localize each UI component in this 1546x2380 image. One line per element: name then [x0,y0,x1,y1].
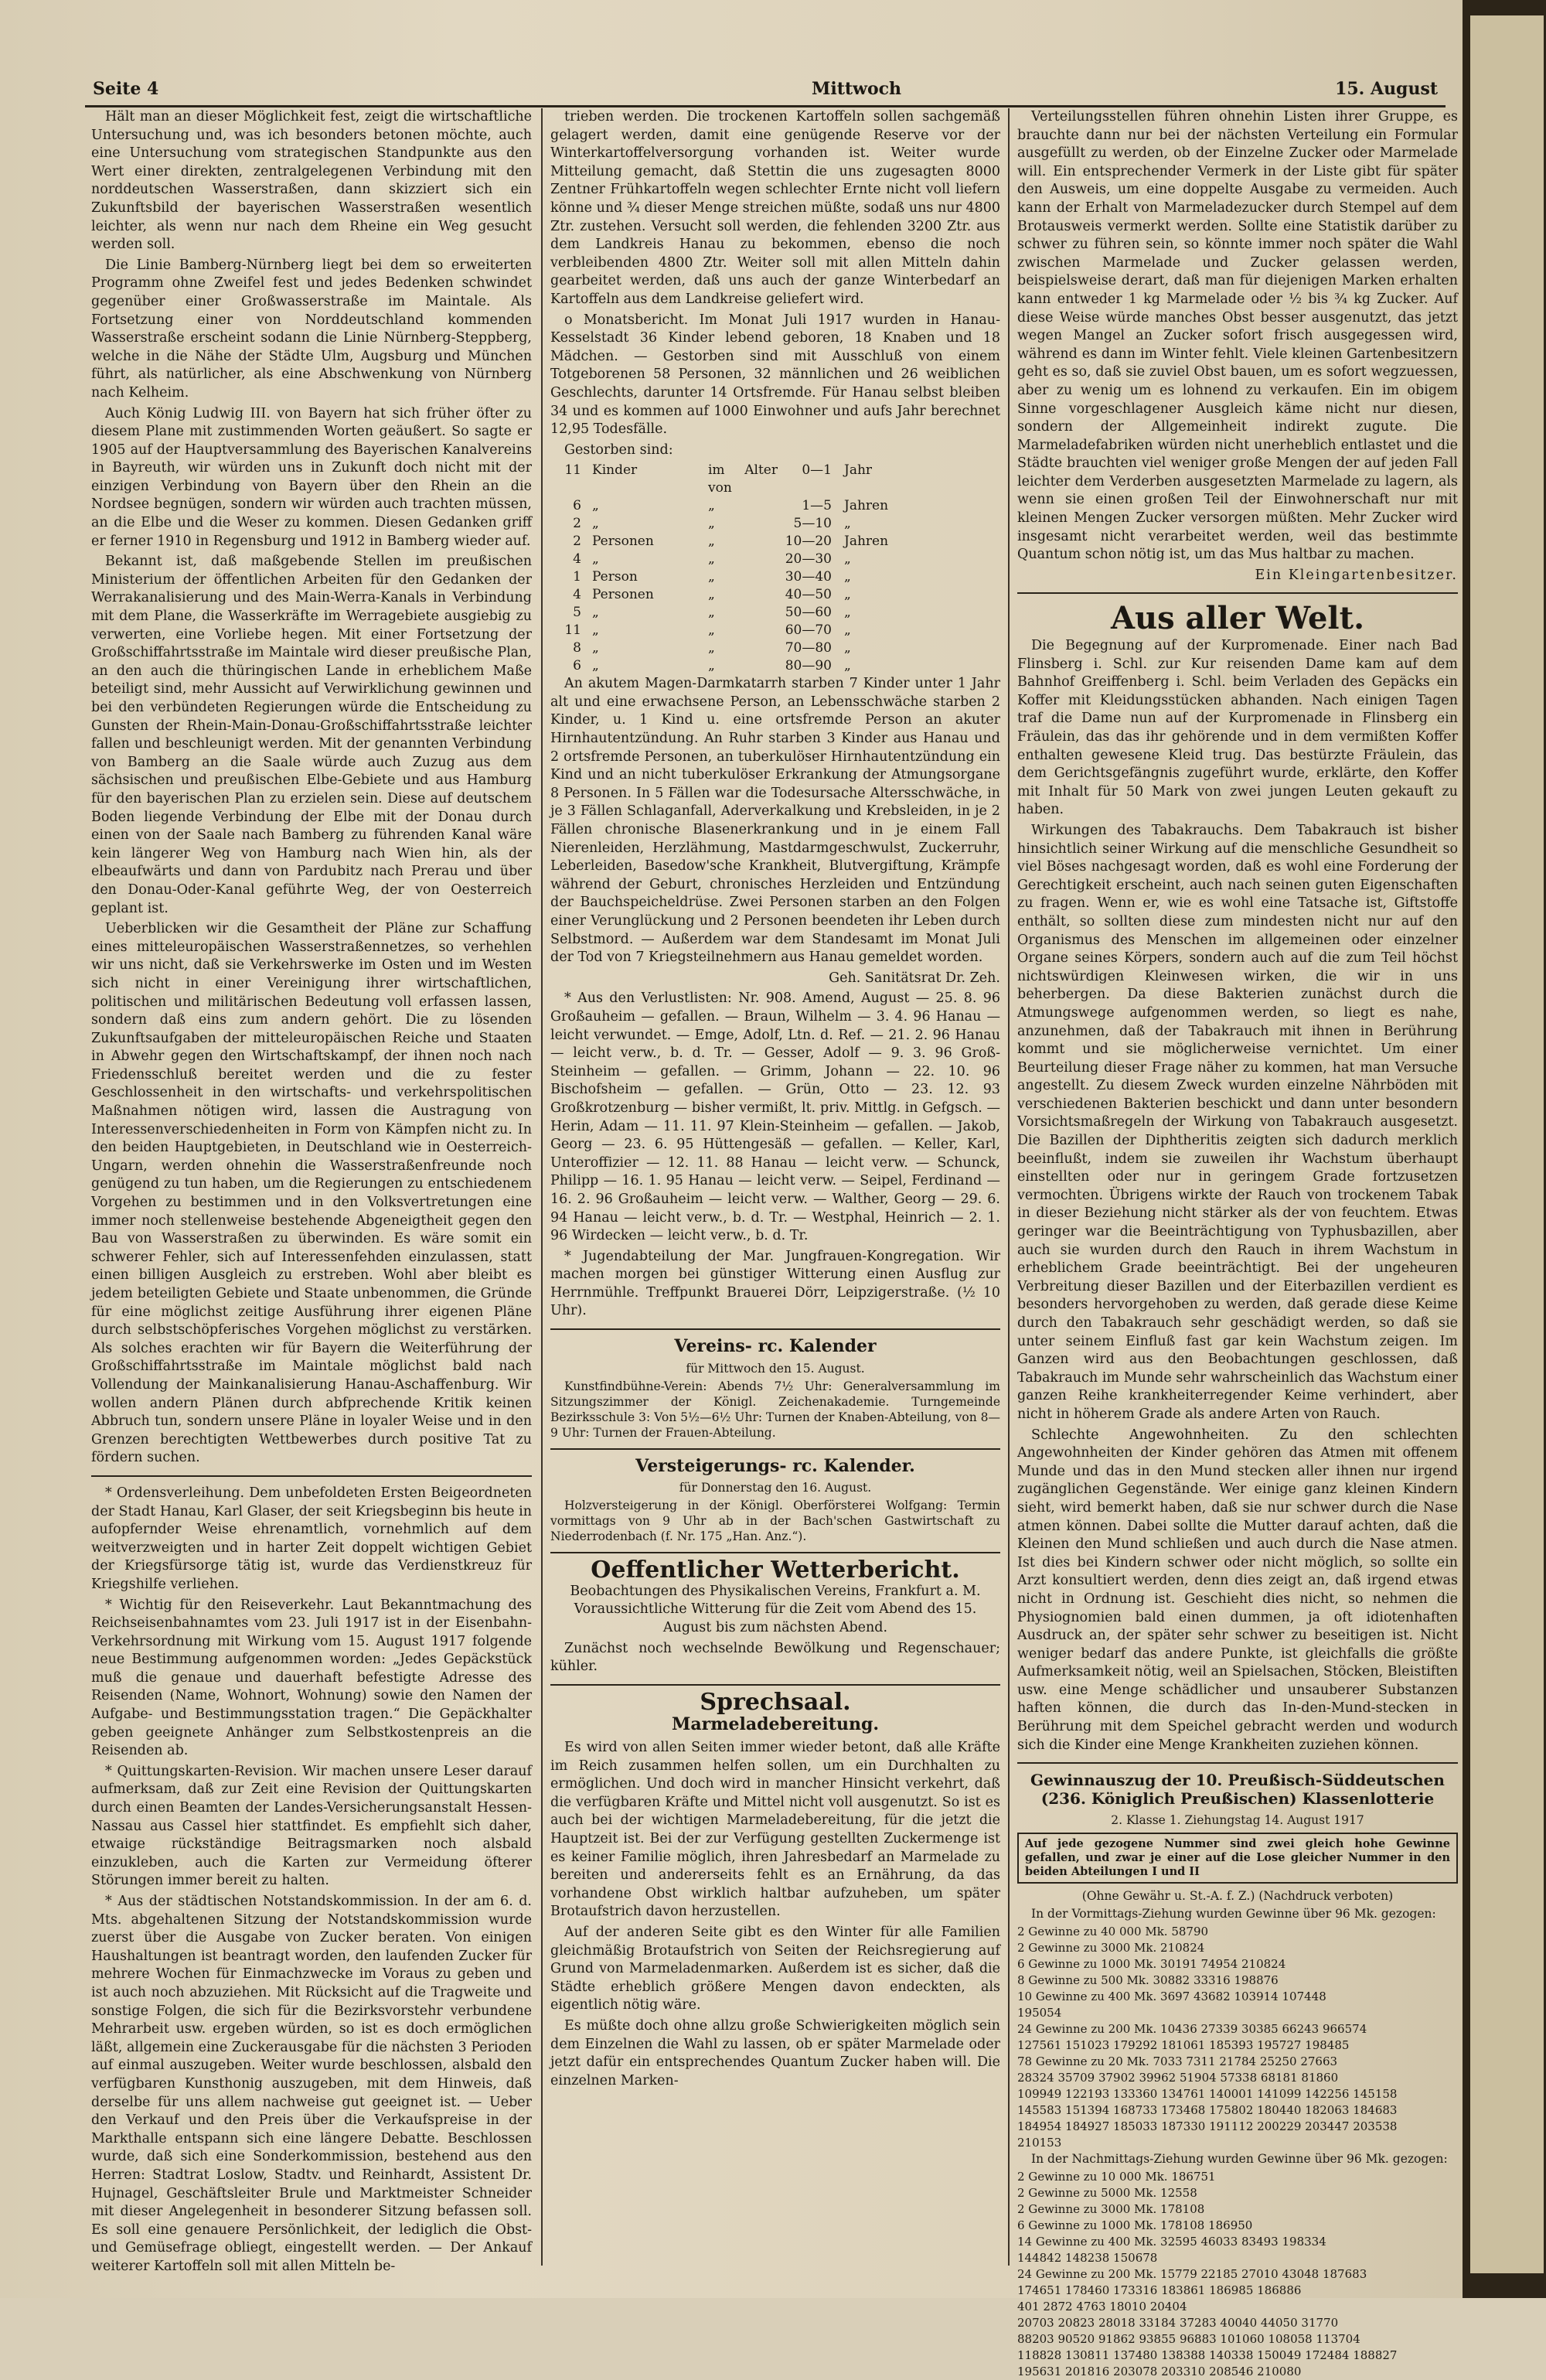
death-statistics-table [550,462,1000,675]
stat-cell: 6 [573,658,581,674]
stat-cell: „ [708,658,715,674]
stat-cell: 5 [573,605,581,621]
divider [1017,592,1458,594]
stat-cell: 8 [573,640,581,656]
lottery-morning-heading: In der Vormittags-Ziehung wurden Gewinne über 96 Mk. gezogen: [1031,1907,1436,1921]
stat-cell: „ [844,640,851,656]
lottery-row: 195054 [1017,2006,1062,2020]
stat-cell: „ [708,498,715,514]
stat-cell: 6 [573,498,581,514]
calendar-subtitle: für Mittwoch den 15. August. [686,1361,865,1376]
stat-cell: Kinder [592,462,638,479]
stat-cell: 11 [564,462,581,479]
stat-cell: 70—80 [785,640,832,656]
page-number: Seite 4 [93,79,159,99]
auction-calendar-title: Versteigerungs- rc. Kalender. [635,1455,915,1476]
auction-calendar-subtitle: für Donnerstag den 16. August. [679,1481,872,1495]
forum-paragraph: Es wird von allen Seiten immer wieder betont, daß alle Kräfte im Reich zusammen helfen sollen, um ein Durchhalten zu ermöglichen. Und doch wird in mancher Hinsicht verkehrt, daß die verfügbaren Kräfte und Mittel nicht voll ausgenutzt. So ist es auch bei der wichtigen Marmeladebereitung, für die jetzt die Hauptzeit ist. Bei der zur Verfügung gestellten Zuckermenge ist es keiner Familie möglich, ihren Jahresbedarf an Marmelade zu bereiten und andererseits fehlt es an Ernährung, da das vorhandene Obst wirklich haltbar aufzuheben, um später Brotaufstrich davon herzustellen. [550,1740,1000,1920]
stat-cell: „ [844,587,851,603]
news-item: Schlechte Angewohnheiten. Zu den schlechten Angewohnheiten der Kinder gehören das Atmen mit offenem Munde und das in den Mund stecken aller ihnen nur irgend zugänglichen Gegenstände. Wer einige ganz kleinen Kindern sieht, wird bemerkt haben, daß sie nur schwer durch die Nase atmen können. Dabei sollte die Mutter darauf achten, daß die Kleinen den Mund schließen und auch durch die Nase atmen. Ist dies bei Kindern schwer oder nicht möglich, so sollte ein Arzt konsultiert werden, denn dies zeigt an, daß irgend etwas nicht in Ordnung ist. Geschieht dies nicht, so nehmen die Physiognomien bald einen dummen, ja oft idiotenhaften Ausdruck an, der später sehr schwer zu beseitigen ist. Nicht weniger bedarf das andere Punkte, ist gleichfalls die größte Aufmerksamkeit nötig, weil an Spielsachen, Stöcken, Bleistiften usw. eine Menge schädlicher und unsauberer Substanzen haften können, die durch das In-den-Mund-stecken in Berührung mit dem Speichel gebracht werden und wodurch sich die Kinder eine Menge Krankheiten zuziehen können. [1017,1427,1458,1753]
lottery-row: 118828 130811 137480 138388 140338 150049 172484 188827 [1017,2348,1398,2363]
stat-cell: „ [708,622,715,639]
news-item: * Jugendabteilung der Mar. Jungfrauen-Kongregation. Wir machen morgen bei günstiger Witterung einen Ausflug zur Herrnmühle. Treffpunkt Brauerei Dörr, Leipzigerstraße. (½ 10 Uhr). [550,1248,1000,1319]
news-item: Die Begegnung auf der Kurpromenade. Einer nach Bad Flinsberg i. Schl. zur Kur reisenden Dame kam auf dem Bahnhof Greiffenberg i. Schl. beim Verladen des Gepäcks ein Koffer mit Kleidungsstücken abhanden. Nach einigen Tagen traf die Dame nun auf der Kurpromenade in Flinsberg ein Fräulein, das das ihr gehörende und in dem vermißten Koffer enthalten gewesene Kleid trug. Das bestürzte Fräulein, das dem Gerichtsgefängnis zugeführt wurde, erklärte, den Koffer mit Inhalt für 50 Mark von zwei jungen Leuten gekauft zu haben. [1017,638,1458,818]
stat-cell: „ [844,551,851,568]
news-item: * Quittungskarten-Revision. Wir machen unsere Leser darauf aufmerksam, daß zur Zeit eine Revision der Quittungskarten durch einen Beamten der Landes-Versicherungsanstalt Hessen-Nassau aus Cassel hier stattfindet. Es empfiehlt sich daher, etwaige rückständige Beitragsmarken noch alsbald einzukleben, auch die Karten zur Vermeidung öfterer Störungen immer bereit zu halten. [91,1763,532,1889]
lottery-row: 78 Gewinne zu 20 Mk. 7033 7311 21784 25250 27663 [1017,2054,1338,2069]
stat-cell: Jahr [844,462,873,479]
stat-cell: „ [592,622,599,639]
stat-row [550,622,1000,639]
column-3 [1017,108,1458,2379]
article-paragraph: Die Linie Bamberg-Nürnberg liegt bei dem so erweiterten Programm ohne Zweifel fest und jedes Bedenken schwindet gegenüber einer Großwasserstraße im Maintale. Als Fortsetzung einer von Norddeutschland kommenden Wasserstraße erscheint sodann die Linie Nürnberg-Steppberg, welche in die Nähe der Städte Ulm, Augsburg und München führt, als natürlicher, als eine Abschwenkung von Nürnberg nach Kelheim. [91,257,532,401]
lottery-morning-results [1017,1924,1458,2151]
article-paragraph: Hält man an dieser Möglichkeit fest, zeigt die wirtschaftliche Untersuchung und, was ich besonders betonen möchte, auch eine Untersuchung vom strategischen Standpunkte aus den Wert einer direkten, zentralgelegenen Verbindung mit den norddeutschen Wasserstraßen, dann skizziert sich ein Zukunftsbild der bayerischen Wasserstraßen wesentlich leichter, als wenn nur nach dem Rheine ein Weg gesucht werden soll. [91,109,532,253]
stat-cell: 0—1 [802,462,832,479]
stat-cell: „ [844,622,851,639]
calendar-title: Vereins- rc. Kalender [674,1336,877,1357]
lottery-note: (Ohne Gewähr u. St.-A. f. Z.) (Nachdruck verboten) [1081,1889,1394,1904]
stat-cell: Person [592,569,638,585]
forum-paragraph: Es müßte doch ohne allzu große Schwierigkeiten möglich sein dem Einzelnen die Wahl zu lassen, ob er später Marmelade oder jetzt dafür ein entsprechendes Quantum Zucker haben will. Die einzelnen Marken- [550,2017,1000,2088]
column-1 [91,108,532,2273]
lottery-afternoon-results [1017,2169,1458,2380]
stat-row [550,462,1000,497]
lottery-row: 109949 122193 133360 134761 140001 141099 142256 145158 [1017,2087,1398,2102]
stat-cell: 60—70 [785,622,832,639]
weather-title: Oeffentlicher Wetterbericht. [591,1557,960,1584]
weather-forecast: Zunächst noch wechselnde Bewölkung und Regenschauer; kühler. [550,1640,1000,1675]
stat-cell: „ [708,516,715,532]
adjacent-page-edge [1463,0,1546,2298]
article-paragraph: Bekannt ist, daß maßgebende Stellen im preußischen Ministerium der öffentlichen Arbeiten für den Gedanken der Werrakanalisierung und des Main-Werra-Kanals in Verbindung mit dem Plane, die Wasserkräfte im Werragebiete ausgiebig zu verwerten, eine Vorliebe hegen. Mit einer Fortsetzung der Großschiffahrtsstraße im Maintale wird dieser preußische Plan, an den auch die thüringischen Lande in erheblichem Maße beteiligt sind, mehr Aussicht auf Verwirklichung gewinnen und bei den verbündeten Regierungen würde die Entscheidung zu Gunsten der Rhein-Main-Donau-Großschiffahrtsstraße leichter fallen und beschleunigt werden. Mit der genannten Verbindung von Bamberg an die Saale würde auch Zuzug aus dem sächsischen und preußischen Elbe-Gebiete und aus Hamburg für den bayerischen Plan zu erzielen sein. Diese auf deutschem Boden liegende Verbindung der Elbe mit der Donau durch einen von der Saale nach Bamberg zu führenden Kanal wäre kein längerer Weg von Hamburg nach Wien hin, als der elbeaufwärts und dann von Pardubitz nach Prerau und über den Donau-Oder-Kanal geführte Weg, der von Oesterreich geplant ist. [91,554,532,916]
news-item: Wirkungen des Tabakrauchs. Dem Tabakrauch ist bisher hinsichtlich seiner Wirkung auf die menschliche Gesundheit so viel Böses nachgesagt worden, daß es wohl eine Forderung der Gerechtigkeit erscheint, auch nach seinen guten Eigenschaften zu fragen. Wenn er, wie es wohl eine Tatsache ist, Giftstoffe enthält, so sollten diese zum mindesten nicht nur auf den Organismus des Menschen im allgemeinen oder einzelner Organe seines Körpers, sondern auch auf die zum Teil höchst nichtswürdigen Kleinwesen wirken, die wir in uns beherbergen. Da diese Bakterien zunächst durch die Atmungswege aufgenommen werden, so liegt es nahe, anzunehmen, daß der Tabakrauch mit ihnen in Berührung kommt und sie möglicherweise vernichtet. Um einer Beurteilung dieser Frage näher zu kommen, hat man Versuche angestellt. Zu diesem Zweck wurden einzelne Nährböden mit verschiedenen Bakterien beschickt und dann unter besondern Vorsichtsmaßregeln der Wirkung von Tabakrauch ausgesetzt. Die Bazillen der Diphtheritis zeigten sich dadurch merklich beeinflußt, indem sie zuweilen ihr Wachstum überhaupt einstellten oder nur in geringem Grade fortzusetzen vermochten. Übrigens wirkte der Rauch von trockenem Tabak in dieser Beziehung nicht stärker als der von feuchtem. Etwas geringer war die Beeinträchtigung von Typhusbazillen, aber auch sie wurden durch den Rauch in ihrem Wachstum in erheblichem Grade beeinträchtigt. Bei der ungeheuren Verbreitung dieser Bazillen und der Eiterbazillen verdient es besonders hervorgehoben zu werden, daß gerade diese Keime durch den Tabakrauch sehr geschädigt werden, so daß sie unter seinem Einfluß fast gar kein Wachstum zeigen. Im Ganzen wird aus den Beobachtungen geschlossen, daß Tabakrauch im Munde sehr wahrscheinlich das Wachstum einer ganzen Reihe krankheiterregender Keime verhindert, aber nicht in höherem Grade als andere Arten von Rauch. [1017,822,1458,1422]
stat-row [550,604,1000,622]
lottery-row: 2 Gewinne zu 40 000 Mk. 58790 [1017,1925,1209,1939]
stat-cell: „ [708,605,715,621]
stat-row [550,515,1000,533]
lottery-row: 401 2872 4763 18010 20404 [1017,2300,1187,2314]
column-2 [550,108,1000,2273]
stat-cell: „ [708,551,715,568]
auction-calendar-text: Holzversteigerung in der Königl. Oberförsterei Wolfgang: Termin vormittags von 9 Uhr ab in der Bach'schen Gastwirtschaft zu Niederrodenbach (f. Nr. 175 „Han. Anz.“). [550,1499,1000,1544]
stat-cell: „ [844,658,851,674]
lottery-row: 20703 20823 28018 33184 37283 40040 44050 31770 [1017,2316,1339,2331]
stat-cell: „ [708,569,715,585]
stat-cell: „ [708,587,715,603]
divider [550,1328,1000,1330]
lottery-afternoon-heading: In der Nachmittags-Ziehung wurden Gewinne über 96 Mk. gezogen: [1031,2152,1448,2167]
stat-cell: 11 [564,622,581,639]
lottery-row: 8 Gewinne zu 500 Mk. 30882 33316 198876 [1017,1973,1279,1988]
stat-cell: „ [844,605,851,621]
divider [91,1475,532,1477]
lottery-row: 10 Gewinne zu 400 Mk. 3697 43682 103914 107448 [1017,1990,1326,2004]
stat-cell: 4 [573,551,581,568]
stat-cell: 80—90 [785,658,832,674]
lottery-notice: Auf jede gezogene Nummer sind zwei gleich hohe Gewinne gefallen, und zwar je einer auf die Lose gleicher Nummer in den beiden Abteilungen I und II [1017,1833,1458,1884]
section-title: Aus aller Welt. [1110,600,1365,637]
stat-cell: „ [592,605,599,621]
stat-heading: Gestorben sind: [564,442,673,458]
lottery-row: 2 Gewinne zu 10 000 Mk. 186751 [1017,2170,1216,2184]
stat-cell: „ [708,534,715,550]
stat-cell: „ [592,640,599,656]
lottery-row: 6 Gewinne zu 1000 Mk. 30191 74954 210824 [1017,1957,1286,1972]
lottery-row: 127561 151023 179292 181061 185393 195727 198485 [1017,2038,1350,2053]
stat-cell: „ [844,516,851,532]
lottery-row: 174651 178460 173316 183861 186985 186886 [1017,2283,1302,2298]
news-item: * Aus der städtischen Notstandskommission. In der am 6. d. Mts. abgehaltenen Sitzung der Notstandskommission wurde zuerst über die Ausgabe von Zucker beraten. Von einigen Haushaltungen ist beantragt worden, den laufenden Zucker für mehrere Wochen für Einmachzwecke im Voraus zu geben und ist auch noch abzuziehen. Mit Rücksicht auf die Tragweite und sonstige Folgen, die sich für die Bezirksvorstehr verbundene Mehrarbeit usw. ergeben würden, so ist es doch ermöglichen läßt, allgemein eine Zuckerausgabe für die nächsten 3 Perioden auf einmal auszugeben. Weiter wurde beschlossen, alsbald den verfügbaren Kunsthonig auszugeben, mit dem Hinweis, daß derselbe für uns allem nachweise gut geeignet ist. — Ueber den Verkauf und den Preis über die Verkaufspreise in der Markthalle entspann sich eine längere Debatte. Beschlossen wurde, daß sich eine Sonderkommission, bestehend aus den Herren: Stadtrat Loslow, Stadtv. und Reinhardt, Assistent Dr. Hujnagel, Geschäftsleiter Brule und Marktmeister Schneider mit dieser Angelegenheit in besonderer Sitzung befassen soll. Es soll eine genauere Persönlichkeit, der lediglich die Obst- und Gemüsefrage obliegt, eingestellt werden. — Der Ankauf weiterer Kartoffeln soll mit allen Mitteln be- [91,1894,532,2274]
adjacent-page-sheet [1470,15,1544,2273]
stat-cell: „ [592,498,599,514]
news-item: o Monatsbericht. Im Monat Juli 1917 wurden in Hanau-Kesselstadt 36 Kinder lebend geboren, 18 Knaben und 18 Mädchen. — Gestorben sind mit Ausschluß von einem Totgeborenen 58 Personen, 32 männlichen und 26 weiblichen Geschlechts, darunter 14 Ortsfremde. Für Hanau selbst bleiben 34 und es kommen auf 1000 Einwohner und aufs Jahr berechnet 12,95 Todesfälle. [550,312,1000,438]
lottery-row: 88203 90520 91862 93855 96883 101060 108058 113704 [1017,2332,1360,2347]
stat-cell: 4 [573,587,581,603]
stat-cell: 40—50 [785,587,832,603]
stat-cell: Jahren [844,498,889,514]
stat-cell: „ [844,569,851,585]
column-rule [1008,108,1010,2266]
divider [550,1684,1000,1686]
stat-row [550,497,1000,515]
lottery-row: 14 Gewinne zu 400 Mk. 32595 46033 83493 198334 [1017,2235,1326,2249]
weather-source: Beobachtungen des Physikalischen Vereins, Frankfurt a. M. Voraussichtliche Witterung für die Zeit vom Abend des 15. August bis zum nächsten Abend. [570,1583,981,1636]
stat-row [550,551,1000,568]
news-item: * Aus den Verlustlisten: Nr. 908. Amend, August — 25. 8. 96 Großauheim — gefallen. — Braun, Wilhelm — 3. 4. 96 Hanau — leicht verwundet. — Emge, Adolf, Ltn. d. Ref. — 21. 2. 96 Hanau — leicht verw., b. d. Tr. — Gesser, Adolf — 9. 3. 96 Groß-Steinheim — gefallen. — Grimm, Johann — 22. 10. 96 Bischofsheim — gefallen. — Grün, Otto — 23. 12. 93 Großkrotzenburg — bisher vermißt, lt. priv. Mittlg. in Gefgsch. — Herin, Adam — 11. 11. 97 Klein-Steinheim — gefallen. — Jakob, Georg — 23. 6. 95 Hüttengesäß — gefallen. — Keller, Karl, Unteroffizier — 12. 11. 88 Hanau — leicht verw. — Schunck, Philipp — 16. 1. 95 Hanau — leicht verw. — Seipel, Ferdinand — 16. 2. 96 Großauheim — leicht verw. — Walther, Georg — 29. 6. 94 Hanau — leicht verw., b. d. Tr. — Westphal, Heinrich — 2. 1. 96 Wirdecken — leicht verw., b. d. Tr. [550,991,1000,1244]
forum-subtitle: Marmeladebereitung. [672,1714,879,1735]
lottery-title: Gewinnauszug der 10. Preußisch-Süddeutschen (236. Königlich Preußischen) Klassenlotterie [1030,1771,1445,1808]
lottery-row: 145583 151394 168733 173468 175802 180440 182063 184683 [1017,2103,1398,2118]
stat-cell: 30—40 [785,569,832,585]
stat-row [550,639,1000,657]
stat-cell: 50—60 [785,605,832,621]
stat-cell: „ [592,516,599,532]
signature: Geh. Sanitätsrat Dr. Zeh. [829,970,1000,986]
news-item: * Wichtig für den Reiseverkehr. Laut Bekanntmachung des Reichseisenbahnamtes vom 23. Juli 1917 ist in der Eisenbahn-Verkehrsordnung mit Wirkung vom 15. August 1917 folgende neue Bestimmung aufgenommen worden: „Jedes Gepäckstück muß die genaue und dauerhaft befestigte Adresse des Reisenden (Name, Wohnort, Wohnung) sowie den Namen der Aufgabe- und Bestimmungsstation tragen.“ Die Gepäckhalter geben geeignete Anhänger zum Selbstkostenpreis an die Reisenden ab. [91,1597,532,1759]
stat-cell: Jahren [844,534,889,550]
lottery-subtitle: 2. Klasse 1. Ziehungstag 14. August 1917 [1111,1813,1364,1828]
divider [550,1552,1000,1553]
weekday: Mittwoch [812,79,902,99]
date: 15. August [1335,79,1438,99]
stat-cell: 1—5 [802,498,832,514]
stat-row [550,568,1000,586]
news-item: * Ordensverleihung. Dem unbefoldeten Ersten Beigeordneten der Stadt Hanau, Karl Glaser, der seit Kriegsbeginn bis heute in aufopfernder Weise ehrenamtlich, vornehmlich auf dem weitverzweigten und in harter Zeit doppelt wichtigen Gebiet der Kriegsfürsorge tätig ist, wurde das Verdienstkreuz für Kriegshilfe verliehen. [91,1485,532,1592]
stat-row [550,533,1000,551]
stat-cell: 1 [573,569,581,585]
news-item: trieben werden. Die trockenen Kartoffeln sollen sachgemäß gelagert werden, damit eine genügende Reserve vor der Winterkartoffelversorgung vorhanden ist. Weiter wurde Mitteilung gemacht, daß Stettin die uns zugesagten 8000 Zentner Frühkartoffeln wegen schlechter Ernte nicht voll liefern könne und ¾ dieser Menge streichen müßte, sodaß uns nur 4800 Ztr. zustehen. Versucht soll werden, die fehlenden 3200 Ztr. aus dem Landkreis Hanau zu bekommen, ebenso die noch verbleibenden 4800 Ztr. Weiter soll mit allen Mitteln dahin gearbeitet werden, daß uns auch der ganze Winterbedarf an Kartoffeln aus dem Landkreise geliefert wird. [550,109,1000,307]
column-rule [541,108,543,2266]
signature: Ein Kleingartenbesitzer. [1255,567,1458,583]
calendar-text: Kunstfindbühne-Verein: Abends 7½ Uhr: Generalversammlung im Sitzungszimmer der Königl. Zeichenakademie. Turngemeinde Bezirksschule 3: Von 5½—6½ Uhr: Turnen der Knaben-Abteilung, von 8—9 Uhr: Turnen der Frauen-Abteilung. [550,1379,1000,1440]
divider [550,1448,1000,1450]
forum-paragraph: Auf der anderen Seite gibt es den Winter für alle Familien gleichmäßig Brotaufstrich von Seiten der Reichsregierung auf Grund von Marmeladenmarken. Außerdem ist es sicher, daß die Städte erheblich größere Mengen davon endeckten, als eigentlich nötig wäre. [550,1924,1000,2013]
lottery-row: 2 Gewinne zu 3000 Mk. 178108 [1017,2202,1205,2217]
stat-cell: 5—10 [793,516,832,532]
forum-paragraph: Verteilungsstellen führen ohnehin Listen ihrer Gruppe, es brauchte dann nur bei der nächsten Verteilung ein Formular ausgefüllt zu werden, ob der Einzelne Zucker oder Marmelade will. Ein entsprechender Vermerk in der Liste gibt für später den Ausweis, um eine doppelte Ausgabe zu vermeiden. Auch kann der Erhalt von Marmeladezucker durch Stempel auf dem Brotausweis vermerkt werden. Sollte eine Statistik darüber zu schwer zu führen sein, so könnte immer noch später die Wahl zwischen Marmelade und Zucker gelassen werden, beispielsweise derart, daß man für diejenigen Marken erhalten kann entweder 1 kg Marmelade oder ½ bis ¾ kg Zucker. Auf diese Weise würde manches Obst besser ausgenutzt, das jetzt wegen Mangel an Zucker sofort frisch ausgegessen wird, während es dann im Winter fehlt. Viele kleinen Gartenbesitzern geht es so, daß sie zuviel Obst bauen, um es sofort wegzuessen, aber zu wenig um es lohnend zu verkaufen. Ein im obigem Sinne vorgeschlagener Ausgleich käme nicht nur diesen, sondern der Allgemeinheit indirekt zugute. Die Marmeladefabriken würden nicht unerheblich entlastet und die Städte brauchten viel weniger große Mengen der auf jeden Fall leichter dem Verderben ausgesetzten Marmelade zu lagern, als wenn sie einen großen Teil der Einwohnerschaft nur mit kleinen Mengen Zucker versorgen müßten. Mehr Zucker wird insgesamt nicht verarbeitet werden, weil das bestimmte Quantum schon nötig ist, um das Mus haltbar zu machen. [1017,109,1458,563]
lottery-row: 24 Gewinne zu 200 Mk. 15779 22185 27010 43048 187683 [1017,2267,1367,2282]
stat-cell: im Alter von [708,462,778,496]
lottery-row: 184954 184927 185033 187330 191112 200229 203447 203538 [1017,2119,1398,2134]
stat-cell: „ [592,551,599,568]
stat-row [550,586,1000,604]
stat-cell: 20—30 [785,551,832,568]
stat-cell: „ [708,640,715,656]
lottery-row: 210153 [1017,2136,1062,2150]
stat-row [550,657,1000,675]
article-paragraph: Auch König Ludwig III. von Bayern hat sich früher öfter zu diesem Plane mit zustimmenden Worten geäußert. So sagte er 1905 auf der Hauptversammlung des Bayerischen Kanalvereins in Bayreuth, wir würden uns in Zukunft doch nicht mit der einzigen Verbindung von Bayern über den Rhein an die Nordsee begnügen, sondern wir würden auch trachten müssen, an die Elbe und die Weser zu kommen. Diesen Gedanken griff er ferner 1910 in Regensburg und 1912 in Bamberg wieder auf. [91,405,532,549]
stat-cell: 10—20 [785,534,832,550]
news-item: An akutem Magen-Darmkatarrh starben 7 Kinder unter 1 Jahr alt und eine erwachsene Person, an Lebensschwäche starben 2 Kinder, u. 1 Kind u. eine ortsfremde Person an akuter Hirnhautentzündung. An Ruhr starben 3 Kinder aus Hanau und 2 ortsfremde Personen, an tuberkulöser Hirnhautentzündung ein Kind und an nicht tuberkulöser Erkrankung der Atmungsorgane 8 Personen. In 5 Fällen war die Todesursache Altersschwäche, in je 3 Fällen Schlaganfall, Aderverkalkung und Krebsleiden, in je 2 Fällen chronische Blasenerkrankung und in je einem Fall Nierenleiden, Herzlähmung, Mastdarmgeschwulst, Zuckerruhr, Leberleiden, Basedow'sche Krankheit, Blutvergiftung, Krämpfe während der Geburt, chronisches Herzleiden und Entzündung der Bauchspeicheldrüse. Zwei Personen starben an den Folgen einer Verunglückung und 2 Personen beendeten ihr Leben durch Selbstmord. — Außerdem war dem Standesamt im Monat Juli der Tod von 7 Kriegsteilnehmern aus Hanau gemeldet worden. [550,676,1000,966]
divider [1017,1762,1458,1764]
stat-cell: Personen [592,534,654,550]
stat-cell: 2 [573,516,581,532]
page-header [85,74,1446,107]
stat-cell: 2 [573,534,581,550]
lottery-row: 2 Gewinne zu 3000 Mk. 210824 [1017,1941,1205,1955]
lottery-row: 2 Gewinne zu 5000 Mk. 12558 [1017,2186,1197,2201]
lottery-row: 24 Gewinne zu 200 Mk. 10436 27339 30385 66243 966574 [1017,2022,1367,2037]
lottery-row: 6 Gewinne zu 1000 Mk. 178108 186950 [1017,2218,1253,2233]
forum-title: Sprechsaal. [700,1688,851,1716]
stat-cell: „ [592,658,599,674]
lottery-row: 195631 201816 203078 203310 208546 210080 [1017,2365,1302,2379]
lottery-row: 144842 148238 150678 [1017,2251,1158,2266]
stat-cell: Personen [592,587,654,603]
lottery-row: 28324 35709 37902 39962 51904 57338 68181 81860 [1017,2071,1339,2085]
article-paragraph: Ueberblicken wir die Gesamtheit der Pläne zur Schaffung eines mitteleuropäischen Wasserstraßennetzes, so verhehlen wir uns nicht, daß sie Verkehrswerke im Osten und im Westen sich nicht in einer Vereinigung ihrer wirtschaftlichen, politischen und militärischen Bedeutung voll erfassen lassen, sondern daß eins zum andern gehört. Die zu lösenden Zukunftsaufgaben der mitteleuropäischen Reiche und Staaten in Abwehr gegen den Wirtschaftskampf, der ihnen noch nach Friedensschluß bereitet werden und die zu fester Geschlossenheit in den wirtschafts- und verkehrspolitischen Maßnahmen nötigen wird, lassen die Austragung von Interessenverschiedenheiten in Form von Kämpfen nicht zu. In den beiden Hauptgebieten, in Deutschland wie in Oesterreich-Ungarn, werden ohnehin die Wasserstraßenfreunde noch genügend zu tun haben, um die Regierungen zu entschiedenem Vorgehen zu bestimmen und in den Volksvertretungen eine immer noch stellenweise bestehende Abgeneigtheit gegen den Bau von Wasserstraßen zu überwinden. Es wäre somit ein schwerer Fehler, sich auf Interessenfehden einzulassen, statt einen billigen Ausgleich zu erstreben. Wohl aber bleibt es jedem beteiligten Gebiete und Staate unbenommen, die Gründe für eine möglichst zeitige Ausführung ihrer eigenen Pläne durch selbstschöpferisches Vorgehen möglichst zu verstärken. Als solches erachten wir für Bayern die Weiterführung der Großschiffahrtsstraße im Maintale möglichst bald nach Vollendung der Mainkanalisierung Hanau-Aschaffenburg. Wir wollen andern Plänen durch abfprechende Kritik keinen Abbruch tun, sondern unsere Pläne in loyaler Weise und in den Grenzen berechtigten Wettbewerbes durch positive Tat zu fördern suchen. [91,921,532,1466]
